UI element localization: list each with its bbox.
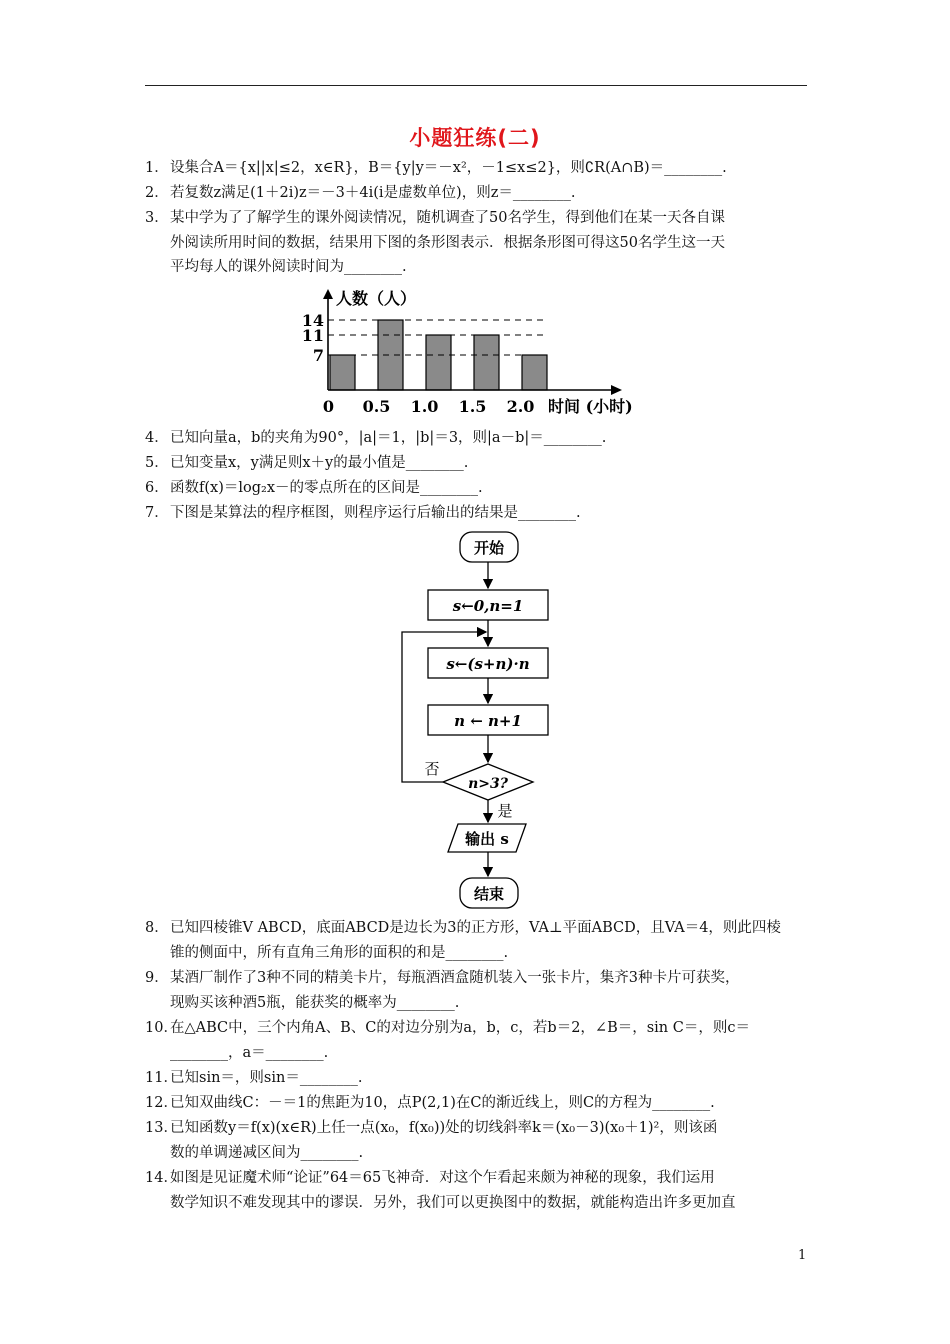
flow-condition-text: n>3?	[468, 776, 508, 792]
question-line: 数学知识不难发现其中的谬误．另外，我们可以更换图中的数据，就能构造出许多更加直	[170, 1194, 736, 1211]
flowchart	[380, 526, 580, 916]
flow-update-s-text: s←(s+n)·n	[446, 655, 530, 673]
question-line: 若复数z满足(1＋2i)z＝－3＋4i(i是虚数单位)，则z＝________.	[170, 185, 576, 201]
question-number: 3．	[145, 210, 169, 226]
question-line: 下图是某算法的程序框图，则程序运行后输出的结果是________.	[170, 505, 581, 521]
question-number: 14．	[145, 1170, 178, 1186]
question-line: 锥的侧面中，所有直角三角形的面积的和是________.	[170, 944, 509, 961]
question-6	[145, 476, 825, 501]
question-number: 11．	[145, 1070, 178, 1086]
question-5	[145, 451, 825, 476]
question-line: 某酒厂制作了3种不同的精美卡片，每瓶酒酒盒随机装入一张卡片，集齐3种卡片可获奖，	[170, 970, 740, 986]
question-line: 设集合A＝{x||x|≤2，x∈R}，B＝{y|y＝－x²，－1≤x≤2}，则∁R(A∩B)＝________.	[170, 160, 727, 176]
chart-bar	[330, 355, 355, 390]
question-line: ________，a＝________.	[170, 1044, 329, 1061]
question-7	[145, 501, 825, 526]
chart-x-tick: 1.5	[458, 397, 487, 416]
question-13	[145, 1116, 825, 1165]
question-1	[145, 156, 825, 181]
question-line: 已知向量a，b的夹角为90°，|a|＝1，|b|＝3，则|a－b|＝________.	[170, 430, 607, 446]
chart-x-tick: 0	[322, 397, 335, 416]
chart-x-label: 时间 (小时)	[548, 397, 633, 416]
question-4	[145, 426, 825, 451]
question-number: 10．	[145, 1020, 178, 1036]
flow-start-text: 开始	[473, 539, 505, 557]
flow-no-label: 否	[424, 760, 440, 778]
chart-y-tick: 7	[312, 346, 324, 365]
question-line: 如图是见证魔术师“论证”64＝65飞神奇．对这个乍看起来颇为神秘的现象，我们运用	[170, 1170, 715, 1186]
chart-bar	[474, 335, 499, 390]
chart-x-tick: 1.0	[410, 397, 439, 416]
flow-output-text: 输出 s	[465, 830, 509, 848]
flow-end-text: 结束	[473, 885, 505, 903]
chart-x-tick: 2.0	[506, 397, 535, 416]
question-11	[145, 1066, 825, 1091]
question-number: 7．	[145, 505, 169, 521]
header-rule	[145, 85, 807, 86]
question-number: 9．	[145, 970, 169, 986]
page-number: 1	[798, 1248, 807, 1263]
question-number: 12．	[145, 1095, 178, 1111]
question-line: 已知双曲线C：－＝1的焦距为10，点P(2,1)在C的渐近线上，则C的方程为________.	[170, 1095, 715, 1111]
chart-y-label: 人数（人）	[336, 289, 417, 308]
question-number: 4．	[145, 430, 169, 446]
chart-y-tick: 11	[301, 326, 324, 345]
question-10	[145, 1016, 825, 1065]
question-line: 函数f(x)＝log₂x－的零点所在的区间是________.	[170, 480, 483, 496]
bar-chart	[300, 284, 650, 420]
chart-y-tick: 14	[301, 311, 324, 330]
flow-update-n-text: n ← n+1	[454, 712, 522, 730]
question-line: 在△ABC中，三个内角A、B、C的对边分别为a，b，c，若b＝2，∠B＝，sin C＝，则c＝	[170, 1020, 750, 1036]
question-number: 1．	[145, 160, 169, 176]
question-number: 6．	[145, 480, 169, 496]
question-12	[145, 1091, 825, 1116]
question-14	[145, 1166, 825, 1215]
chart-bar	[426, 335, 451, 390]
question-2	[145, 181, 825, 206]
question-line: 已知sin＝，则sin＝________.	[170, 1070, 363, 1086]
chart-bar	[522, 355, 547, 390]
question-number: 5．	[145, 455, 169, 471]
question-line: 外阅读所用时间的数据，结果用下图的条形图表示．根据条形图可得这50名学生这一天	[170, 234, 725, 251]
question-line: 数的单调递减区间为________.	[170, 1144, 364, 1161]
question-line: 已知四棱锥V ABCD，底面ABCD是边长为3的正方形，VA⊥平面ABCD，且VA＝4，则此四棱	[170, 920, 781, 936]
chart-x-tick: 0.5	[362, 397, 391, 416]
page-title: 小题狂练(二)	[409, 126, 541, 150]
question-number: 2．	[145, 185, 169, 201]
question-3	[145, 206, 825, 280]
question-line: 已知函数y＝f(x)(x∈R)上任一点(x₀，f(x₀))处的切线斜率k＝(x₀－3)(x₀＋1)²，则该函	[170, 1120, 718, 1136]
question-line: 平均每人的课外阅读时间为________.	[170, 259, 407, 275]
flow-init-text: s←0,n=1	[452, 597, 524, 615]
question-9	[145, 966, 825, 1015]
question-line: 某中学为了了解学生的课外阅读情况，随机调查了50名学生，得到他们在某一天各自课	[170, 210, 725, 226]
question-number: 8．	[145, 920, 169, 936]
question-line: 已知变量x，y满足则x＋y的最小值是________.	[170, 455, 469, 471]
question-number: 13．	[145, 1120, 178, 1136]
question-line: 现购买该种酒5瓶，能获奖的概率为________.	[170, 994, 460, 1011]
flow-yes-label: 是	[497, 802, 513, 820]
question-8	[145, 916, 825, 965]
